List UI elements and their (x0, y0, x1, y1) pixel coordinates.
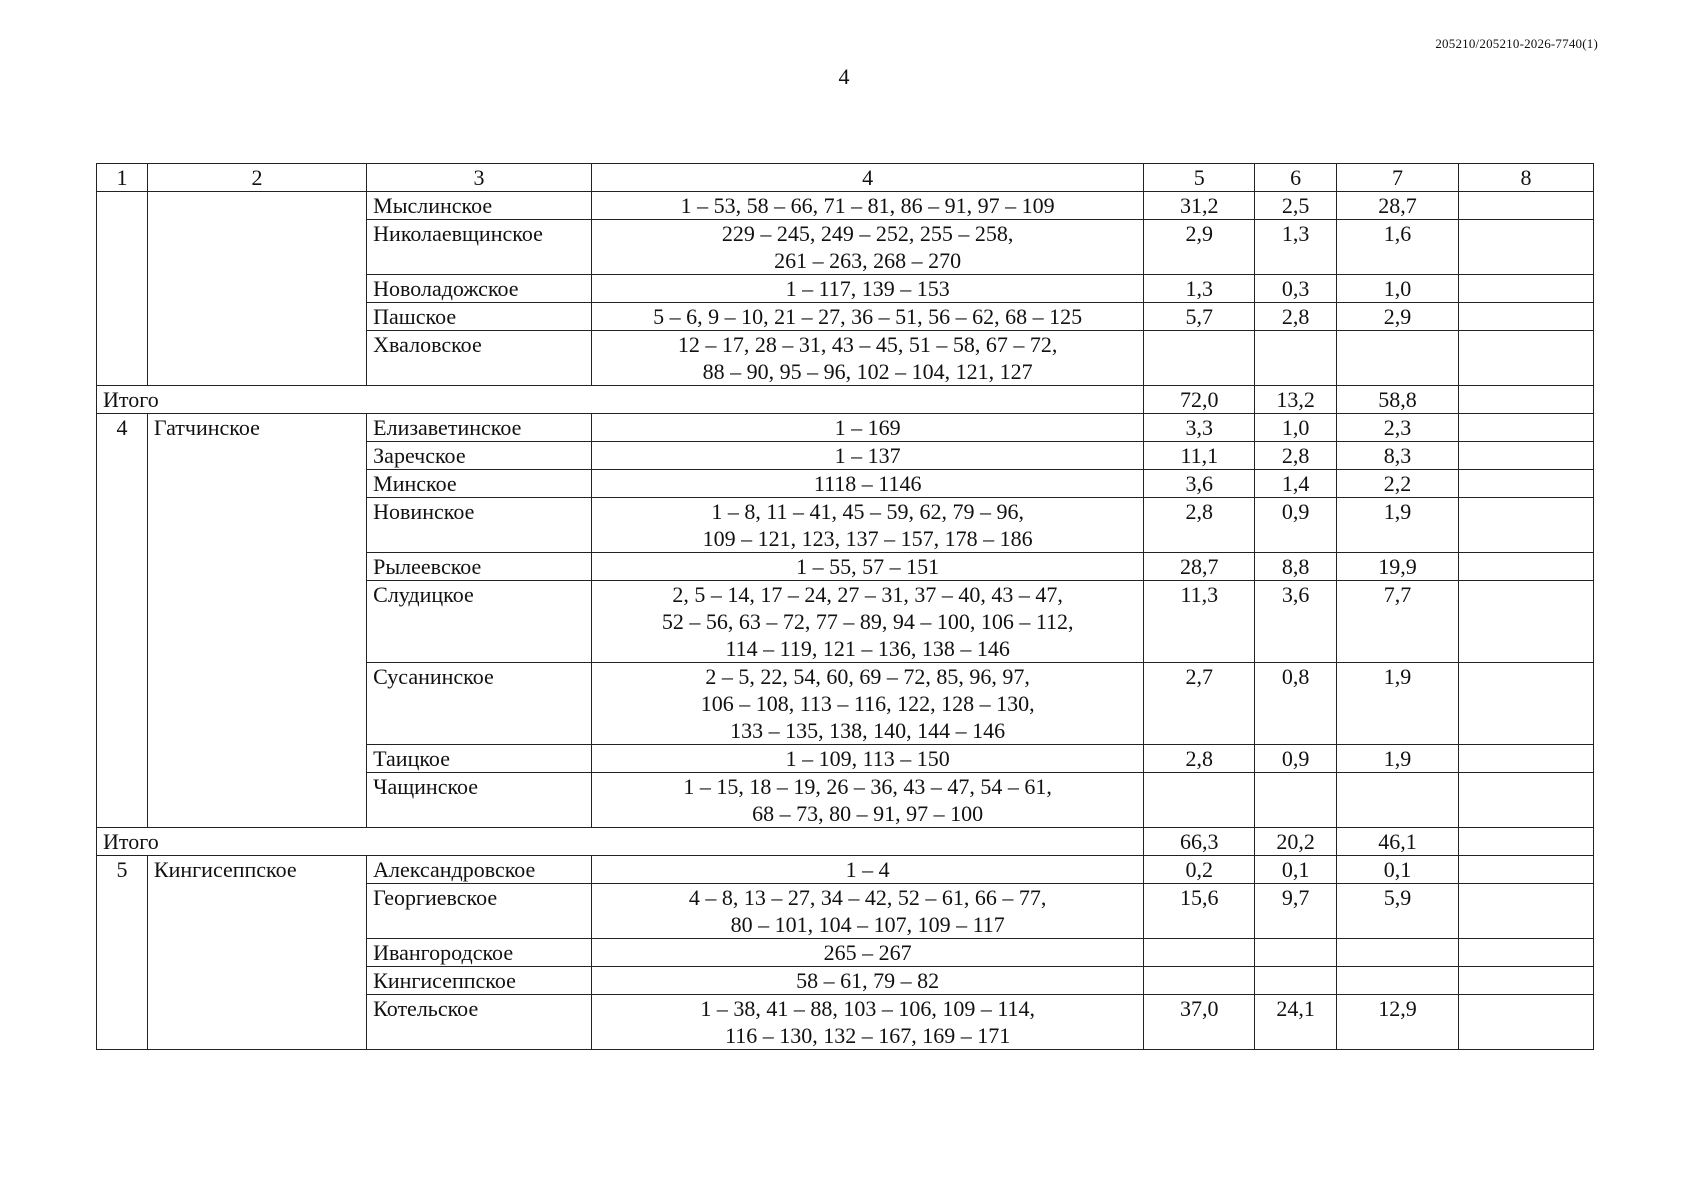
value-cell-7: 19,9 (1337, 553, 1459, 581)
value-cell-7: 28,7 (1337, 192, 1459, 220)
district-name-cell: Кингисеппское (147, 856, 366, 1050)
ranges-cell: 58 – 61, 79 – 82 (591, 967, 1144, 995)
value-cell-8 (1458, 553, 1593, 581)
value-cell-5: 11,1 (1144, 442, 1255, 470)
value-cell-6 (1255, 331, 1337, 386)
value-cell-5: 2,8 (1144, 498, 1255, 553)
value-cell-7: 2,2 (1337, 470, 1459, 498)
ranges-cell: 1 – 55, 57 – 151 (591, 553, 1144, 581)
value-cell-8 (1458, 856, 1593, 884)
value-cell-8 (1458, 967, 1593, 995)
value-cell-8 (1458, 220, 1593, 275)
value-cell-5: 15,6 (1144, 884, 1255, 939)
settlement-cell: Александровское (367, 856, 592, 884)
total-value-cell-6: 20,2 (1255, 828, 1337, 856)
settlement-cell: Чащинское (367, 773, 592, 828)
column-header: 1 (97, 164, 148, 192)
value-cell-8 (1458, 303, 1593, 331)
value-cell-8 (1458, 470, 1593, 498)
settlement-cell: Николаевщинское (367, 220, 592, 275)
value-cell-5: 2,7 (1144, 663, 1255, 745)
total-label-cell: Итого (97, 386, 1144, 414)
settlement-cell: Ивангородское (367, 939, 592, 967)
column-header: 4 (591, 164, 1144, 192)
value-cell-6: 2,8 (1255, 303, 1337, 331)
value-cell-8 (1458, 414, 1593, 442)
ranges-cell: 1 – 38, 41 – 88, 103 – 106, 109 – 114, 116 – 130, 132 – 167, 169 – 171 (591, 995, 1144, 1050)
table-row (97, 192, 1594, 220)
ranges-cell: 1 – 15, 18 – 19, 26 – 36, 43 – 47, 54 – 61, 68 – 73, 80 – 91, 97 – 100 (591, 773, 1144, 828)
table-row (97, 856, 1594, 884)
value-cell-7: 1,0 (1337, 275, 1459, 303)
table-header-row (97, 164, 1594, 192)
column-header: 3 (367, 164, 592, 192)
value-cell-8 (1458, 939, 1593, 967)
value-cell-6: 1,3 (1255, 220, 1337, 275)
value-cell-6: 3,6 (1255, 581, 1337, 663)
value-cell-7: 2,9 (1337, 303, 1459, 331)
value-cell-6: 24,1 (1255, 995, 1337, 1050)
value-cell-7 (1337, 773, 1459, 828)
column-header: 7 (1337, 164, 1459, 192)
total-row (97, 386, 1594, 414)
value-cell-6: 0,3 (1255, 275, 1337, 303)
value-cell-7 (1337, 331, 1459, 386)
settlement-cell: Слудицкое (367, 581, 592, 663)
settlement-cell: Георгиевское (367, 884, 592, 939)
value-cell-8 (1458, 192, 1593, 220)
district-number-cell: 4 (97, 414, 148, 828)
total-label-cell: Итого (97, 828, 1144, 856)
value-cell-5 (1144, 967, 1255, 995)
settlement-cell: Таицкое (367, 745, 592, 773)
value-cell-6: 9,7 (1255, 884, 1337, 939)
value-cell-6: 2,8 (1255, 442, 1337, 470)
settlement-cell: Мыслинское (367, 192, 592, 220)
value-cell-8 (1458, 995, 1593, 1050)
ranges-cell: 1 – 8, 11 – 41, 45 – 59, 62, 79 – 96, 109 – 121, 123, 137 – 157, 178 – 186 (591, 498, 1144, 553)
ranges-cell: 2, 5 – 14, 17 – 24, 27 – 31, 37 – 40, 43 – 47, 52 – 56, 63 – 72, 77 – 89, 94 – 100, 106 – 112, 114 – 119, 121 – 136, 138 – 146 (591, 581, 1144, 663)
value-cell-5: 3,3 (1144, 414, 1255, 442)
district-name-cell: Гатчинское (147, 414, 366, 828)
value-cell-6: 2,5 (1255, 192, 1337, 220)
value-cell-5: 1,3 (1144, 275, 1255, 303)
value-cell-7: 8,3 (1337, 442, 1459, 470)
total-value-cell-7: 58,8 (1337, 386, 1459, 414)
ranges-cell: 1 – 137 (591, 442, 1144, 470)
value-cell-8 (1458, 498, 1593, 553)
total-value-cell-8 (1458, 828, 1593, 856)
settlement-cell: Рылеевское (367, 553, 592, 581)
settlement-cell: Пашское (367, 303, 592, 331)
value-cell-5: 11,3 (1144, 581, 1255, 663)
value-cell-6 (1255, 939, 1337, 967)
value-cell-7: 7,7 (1337, 581, 1459, 663)
value-cell-7: 0,1 (1337, 856, 1459, 884)
value-cell-8 (1458, 442, 1593, 470)
ranges-cell: 1 – 109, 113 – 150 (591, 745, 1144, 773)
value-cell-6: 8,8 (1255, 553, 1337, 581)
table-body (97, 164, 1594, 1050)
total-value-cell-5: 72,0 (1144, 386, 1255, 414)
page-number: 4 (838, 64, 850, 89)
ranges-cell: 12 – 17, 28 – 31, 43 – 45, 51 – 58, 67 – 72, 88 – 90, 95 – 96, 102 – 104, 121, 127 (591, 331, 1144, 386)
value-cell-6 (1255, 773, 1337, 828)
value-cell-8 (1458, 773, 1593, 828)
ranges-cell: 2 – 5, 22, 54, 60, 69 – 72, 85, 96, 97, 106 – 108, 113 – 116, 122, 128 – 130, 133 – 135, 138, 140, 144 – 146 (591, 663, 1144, 745)
column-header: 5 (1144, 164, 1255, 192)
value-cell-5: 28,7 (1144, 553, 1255, 581)
value-cell-5: 2,8 (1144, 745, 1255, 773)
total-row (97, 828, 1594, 856)
total-value-cell-7: 46,1 (1337, 828, 1459, 856)
value-cell-8 (1458, 275, 1593, 303)
column-header: 2 (147, 164, 366, 192)
value-cell-5 (1144, 773, 1255, 828)
value-cell-5: 3,6 (1144, 470, 1255, 498)
value-cell-6 (1255, 967, 1337, 995)
settlement-cell: Хваловское (367, 331, 592, 386)
value-cell-7: 1,9 (1337, 663, 1459, 745)
value-cell-6: 0,9 (1255, 745, 1337, 773)
data-table (96, 163, 1594, 1050)
value-cell-6: 0,8 (1255, 663, 1337, 745)
value-cell-8 (1458, 581, 1593, 663)
settlement-cell: Елизаветинское (367, 414, 592, 442)
value-cell-5 (1144, 331, 1255, 386)
settlement-cell: Сусанинское (367, 663, 592, 745)
value-cell-6: 1,4 (1255, 470, 1337, 498)
value-cell-8 (1458, 331, 1593, 386)
value-cell-6: 1,0 (1255, 414, 1337, 442)
value-cell-5: 0,2 (1144, 856, 1255, 884)
total-value-cell-5: 66,3 (1144, 828, 1255, 856)
column-header: 8 (1458, 164, 1593, 192)
value-cell-5: 2,9 (1144, 220, 1255, 275)
settlement-cell: Котельское (367, 995, 592, 1050)
total-value-cell-8 (1458, 386, 1593, 414)
settlement-cell: Новоладожское (367, 275, 592, 303)
ranges-cell: 1 – 53, 58 – 66, 71 – 81, 86 – 91, 97 – 109 (591, 192, 1144, 220)
settlement-cell: Новинское (367, 498, 592, 553)
value-cell-7: 1,6 (1337, 220, 1459, 275)
settlement-cell: Заречское (367, 442, 592, 470)
value-cell-7: 1,9 (1337, 498, 1459, 553)
ranges-cell: 265 – 267 (591, 939, 1144, 967)
ranges-cell: 5 – 6, 9 – 10, 21 – 27, 36 – 51, 56 – 62, 68 – 125 (591, 303, 1144, 331)
table-row (97, 414, 1594, 442)
value-cell-5: 37,0 (1144, 995, 1255, 1050)
value-cell-7 (1337, 967, 1459, 995)
column-header: 6 (1255, 164, 1337, 192)
value-cell-6: 0,9 (1255, 498, 1337, 553)
value-cell-7: 2,3 (1337, 414, 1459, 442)
value-cell-5: 5,7 (1144, 303, 1255, 331)
value-cell-8 (1458, 745, 1593, 773)
ranges-cell: 4 – 8, 13 – 27, 34 – 42, 52 – 61, 66 – 77, 80 – 101, 104 – 107, 109 – 117 (591, 884, 1144, 939)
settlement-cell: Кингисеппское (367, 967, 592, 995)
value-cell-7: 5,9 (1337, 884, 1459, 939)
value-cell-7: 12,9 (1337, 995, 1459, 1050)
document-id: 205210/205210-2026-7740(1) (1435, 36, 1598, 51)
ranges-cell: 1 – 169 (591, 414, 1144, 442)
value-cell-6: 0,1 (1255, 856, 1337, 884)
value-cell-7: 1,9 (1337, 745, 1459, 773)
total-value-cell-6: 13,2 (1255, 386, 1337, 414)
value-cell-5: 31,2 (1144, 192, 1255, 220)
value-cell-5 (1144, 939, 1255, 967)
settlement-cell: Минское (367, 470, 592, 498)
value-cell-7 (1337, 939, 1459, 967)
ranges-cell: 1118 – 1146 (591, 470, 1144, 498)
value-cell-8 (1458, 663, 1593, 745)
ranges-cell: 229 – 245, 249 – 252, 255 – 258, 261 – 263, 268 – 270 (591, 220, 1144, 275)
value-cell-8 (1458, 884, 1593, 939)
district-number-cell: 5 (97, 856, 148, 1050)
district-name-cell (147, 192, 366, 386)
district-number-cell (97, 192, 148, 386)
ranges-cell: 1 – 117, 139 – 153 (591, 275, 1144, 303)
ranges-cell: 1 – 4 (591, 856, 1144, 884)
